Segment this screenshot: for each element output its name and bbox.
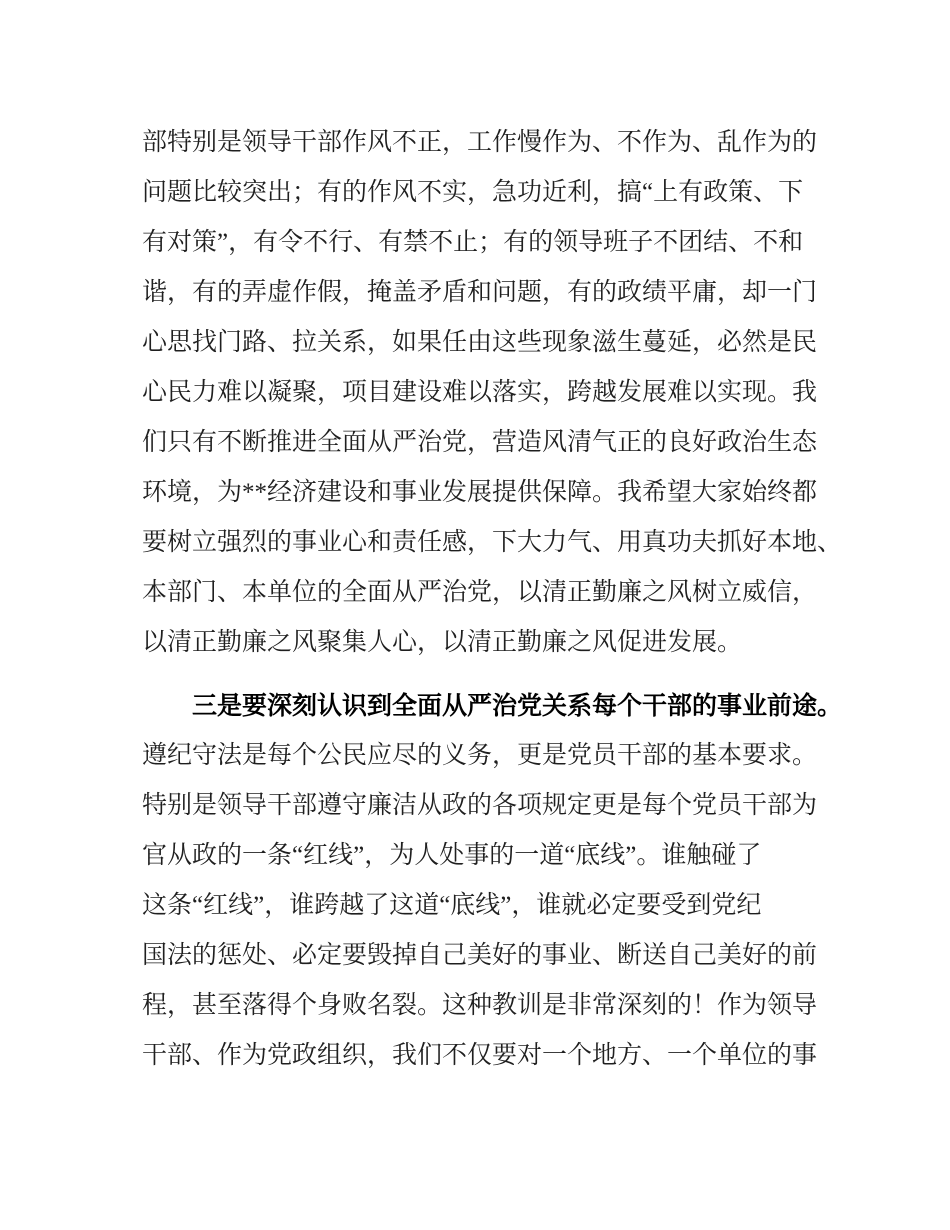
text-line: 有对策”，有令不行、有禁不止；有的领导班子不团结、不和 [142, 229, 804, 256]
paragraph-continuation [142, 118, 843, 668]
text-line: 以清正勤廉之风聚集人心，以清正勤廉之风促进发展。 [142, 629, 743, 656]
section-heading: 三是要深刻认识到全面从严治党关系每个干部的事业前途。 [192, 692, 843, 720]
text-line: 官从政的一条“红线”，为人处事的一道“底线”。谁触碰了 [142, 842, 762, 869]
text-line: 这条“红线”，谁跨越了这道“底线”，谁就必定要受到党纪 [142, 892, 762, 919]
text-line: 部特别是领导干部作风不正，工作慢作为、不作为、乱作为的 [142, 129, 818, 156]
text-line: 程，甚至落得个身败名裂。这种教训是非常深刻的！作为领导 [142, 992, 818, 1019]
text-line: 特别是领导干部遵守廉洁从政的各项规定更是每个党员干部为 [142, 792, 818, 819]
text-line: 问题比较突出；有的作风不实，急功近利，搞“上有政策、下 [142, 179, 804, 206]
document-body [142, 118, 843, 1081]
text-line: 遵纪守法是每个公民应尽的义务，更是党员干部的基本要求。 [142, 742, 818, 769]
text-line: 环境，为**经济建设和事业发展提供保障。我希望大家始终都 [142, 479, 818, 506]
paragraph-section-three [142, 681, 843, 1081]
text-line: 们只有不断推进全面从严治党，营造风清气正的良好政治生态 [142, 429, 818, 456]
text-line: 心民力难以凝聚，项目建设难以落实，跨越发展难以实现。我 [142, 379, 818, 406]
text-line: 本部门、本单位的全面从严治党，以清正勤廉之风树立威信， [142, 579, 818, 606]
text-line: 要树立强烈的事业心和责任感，下大力气、用真功夫抓好本地、 [142, 529, 843, 556]
text-line: 国法的惩处、必定要毁掉自己美好的事业、断送自己美好的前 [142, 942, 818, 969]
text-line: 谐，有的弄虚作假，掩盖矛盾和问题，有的政绩平庸，却一门 [142, 279, 818, 306]
text-line: 干部、作为党政组织，我们不仅要对一个地方、一个单位的事 [142, 1042, 818, 1069]
text-line: 心思找门路、拉关系，如果任由这些现象滋生蔓延，必然是民 [142, 329, 818, 356]
heading-line [142, 681, 843, 731]
